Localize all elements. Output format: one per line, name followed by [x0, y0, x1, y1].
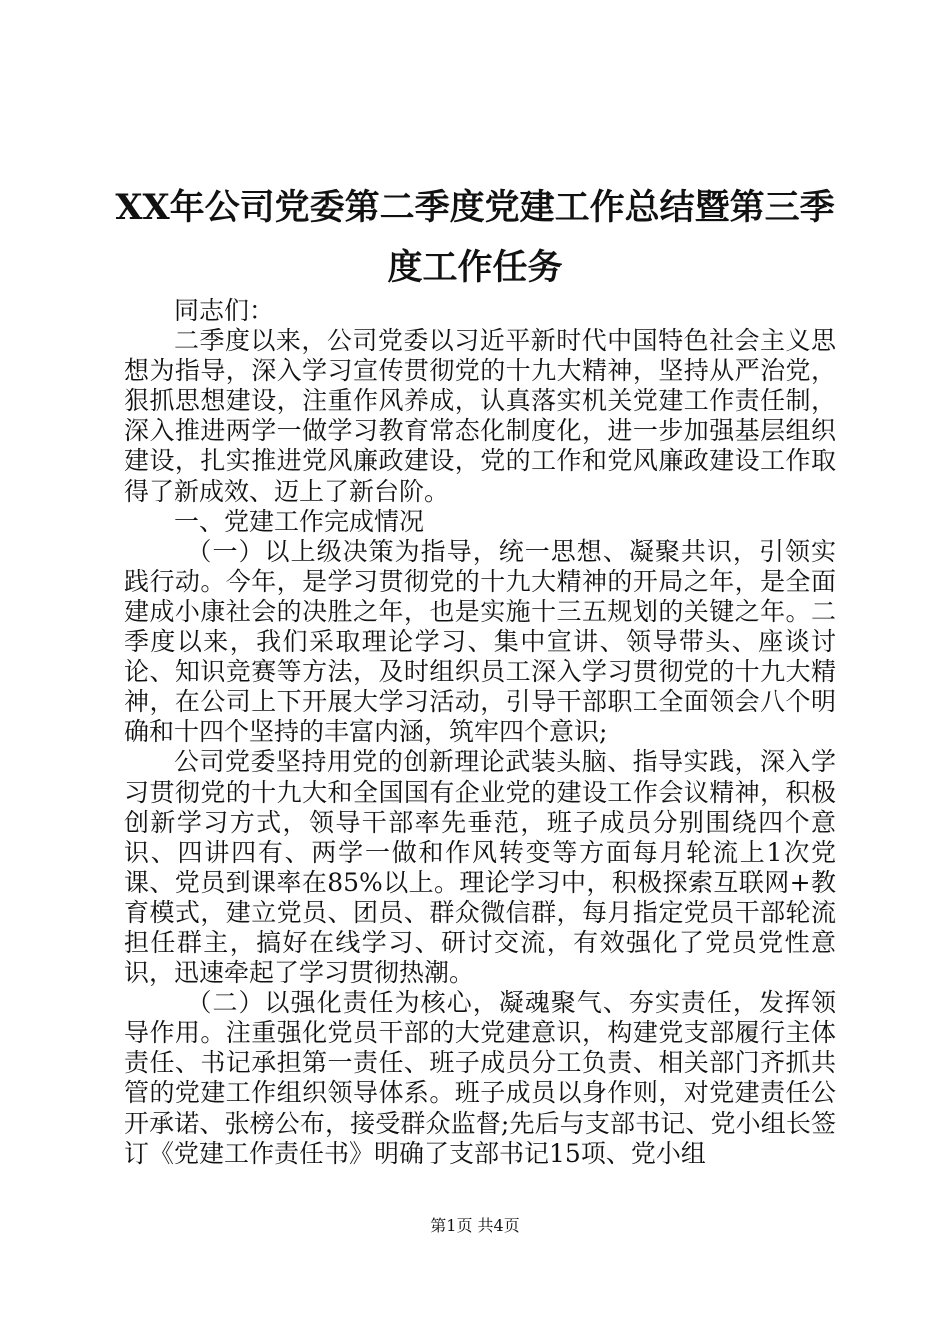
section-heading: 一、党建工作完成情况: [174, 506, 425, 536]
document-title: XX年公司党委第二季度党建工作总结暨第三季度工作任务: [115, 187, 835, 288]
salutation-paragraph: 同志们：: [174, 296, 275, 325]
document-body: [124, 296, 836, 1169]
body-paragraph: （一）以上级决策为指导，统一思想、凝聚共识，引领实践行动。今年，是学习贯彻党的十九大精神的开局之年，是全面建成小康社会的决胜之年，也是实施十三五规划的关键之年。二季度以来，我们采取理论学习、集中宣讲、领导带头、座谈讨论、知识竞赛等方法，及时组织员工深入学习贯彻党的十九大精神，在公司上下开展大学习活动，引导干部职工全面领会八个明确和十四个坚持的丰富内涵，筑牢四个意识;: [124, 536, 836, 747]
body-paragraph: 公司党委坚持用党的创新理论武装头脑、指导实践，深入学习贯彻党的十九大和全国国有企业党的建设工作会议精神，积极创新学习方式，领导干部率先垂范，班子成员分别围绕四个意识、四讲四有、两学一做和作风转变等方面每月轮流上1次党课、党员到课率在85%以上。理论学习中，积极探索互联网+教育模式，建立党员、团员、群众微信群，每月指定党员干部轮流担任群主，搞好在线学习、研讨交流，有效强化了党员党性意识，迅速牵起了学习贯彻热潮。: [124, 747, 836, 988]
body-paragraph: （二）以强化责任为核心，凝魂聚气、夯实责任，发挥领导作用。注重强化党员干部的大党建意识，构建党支部履行主体责任、书记承担第一责任、班子成员分工负责、相关部门齐抓共管的党建工作组织领导体系。班子成员以身作则，对党建责任公开承诺、张榜公布，接受群众监督;先后与支部书记、党小组长签订《党建工作责任书》明确了支部书记15项、党小组: [124, 988, 836, 1168]
intro-paragraph: 二季度以来，公司党委以习近平新时代中国特色社会主义思想为指导，深入学习宣传贯彻党的十九大精神，坚持从严治党，狠抓思想建设，注重作风养成，认真落实机关党建工作责任制，深入推进两学一做学习教育常态化制度化，进一步加强基层组织建设，扎实推进党风廉政建设，党的工作和党风廉政建设工作取得了新成效、迈上了新台阶。: [124, 326, 836, 506]
page-footer: 第1页 共4页: [430, 1216, 520, 1235]
